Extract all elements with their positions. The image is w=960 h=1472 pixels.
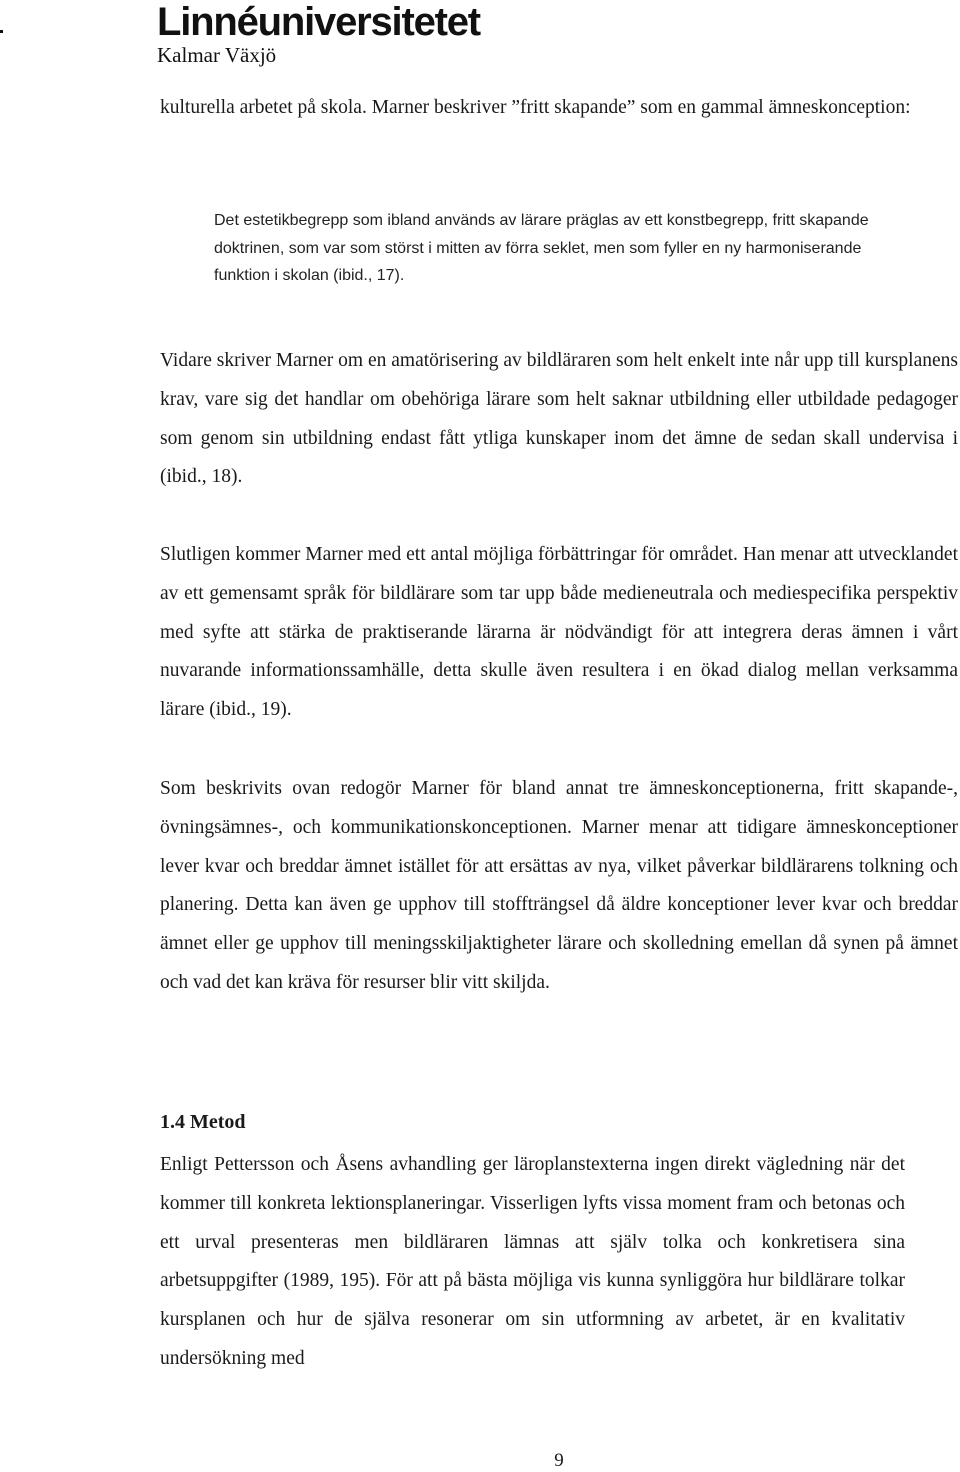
edge-mark bbox=[0, 30, 3, 33]
university-logo bbox=[157, 0, 480, 67]
logo-subtitle: Kalmar Växjö bbox=[157, 43, 277, 67]
paragraph-intro: kulturella arbetet på skola. Marner beskriver ”fritt skapande” som en gammal ämneskonception: bbox=[160, 97, 911, 118]
paragraph-metod: Enligt Pettersson och Åsens avhandling ger läroplanstexterna ingen direkt vägledning när det kommer till konkreta lektionsplaneringar. Visserligen lyfts vissa moment fram och betonas och ett urval presenteras men bildläraren lämnas att själv tolka och konkretisera sina arbetsuppgifter (1989, 195). För att på bästa möjliga vis kunna synliggöra hur bildlärare tolkar kursplanen och hur de själva resonerar om sin utformning av arbetet, är en kvalitativ undersökning med bbox=[160, 1154, 905, 1369]
paragraph-amneskonceptioner: Som beskrivits ovan redogör Marner för bland annat tre ämneskonceptionerna, fritt skapande-, övningsämnes-, och kommunikationskonceptionen. Marner menar att tidigare ämneskonceptioner lever kvar och breddar ämnet istället för att ersättas av nya, vilket påverkar bildlärarens tolkning och planering. Detta kan även ge upphov till stoffträngsel då äldre konceptioner lever kvar och breddar ämnet eller ge upphov till meningsskiljaktigheter lärare och skolledning emellan då synen på ämnet och vad det kan kräva för resurser blir vitt skiljda. bbox=[160, 778, 958, 993]
page-number: 9 bbox=[554, 1450, 564, 1471]
logo-name: Linnéuniversitetet bbox=[157, 0, 480, 44]
block-quote: Det estetikbegrepp som ibland används av lärare präglas av ett konstbegrepp, fritt skapande doktrinen, som var som störst i mitten av förra seklet, men som fyller en ny harmoniserande funktion i skolan (ibid., 17). bbox=[214, 212, 869, 284]
paragraph-forbattringar: Slutligen kommer Marner med ett antal möjliga förbättringar för området. Han menar att utvecklandet av ett gemensamt språk för bildlärare som tar upp både medieneutrala och mediespecifika perspektiv med syfte att stärka de praktiserande lärarna är nödvändigt för att integrera deras ämnen i vårt nuvarande informationssamhälle, detta skulle även resultera i en ökad dialog mellan verksamma lärare (ibid., 19). bbox=[160, 544, 958, 721]
paragraph-amatorisering: Vidare skriver Marner om en amatörisering av bildläraren som helt enkelt inte når upp till kursplanens krav, vare sig det handlar om obehöriga lärare som helt saknar utbildning eller utbildade pedagoger som genom sin utbildning endast fått ytliga kunskaper inom det ämne de sedan skall undervisa i (ibid., 18). bbox=[160, 350, 958, 488]
section-heading: 1.4 Metod bbox=[160, 1111, 246, 1133]
